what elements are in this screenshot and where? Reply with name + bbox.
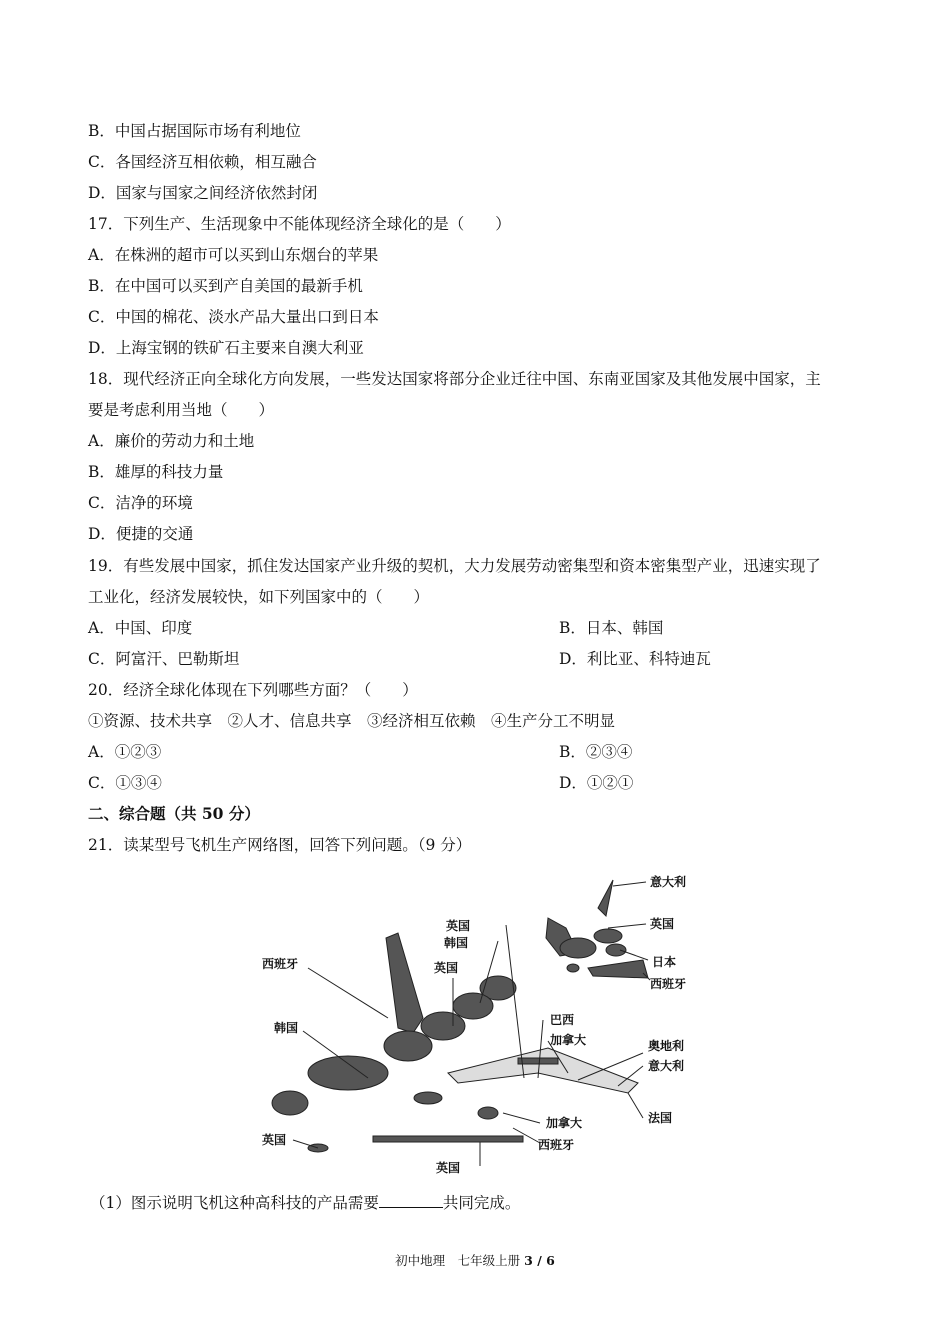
q16-option-c: C．各国经济互相依赖，相互融合 (88, 153, 317, 171)
leader-france (628, 1093, 643, 1118)
label-canada-top: 加拿大 (550, 1033, 587, 1047)
fuselage-ring-3 (421, 1012, 465, 1040)
q17-option-d: D．上海宝钢的铁矿石主要来自澳大利亚 (88, 339, 364, 357)
leader-canada-bottom (503, 1113, 540, 1123)
q18-option-c: C．洁净的环境 (88, 494, 193, 512)
q19-option-c: C．阿富汗、巴勒斯坦 (88, 650, 240, 668)
label-uk-mid: 英国 (434, 961, 459, 975)
airplane-production-diagram (248, 868, 708, 1184)
q21-sub1 (90, 1193, 520, 1213)
q16-option-b: B．中国占据国际市场有利地位 (88, 122, 301, 140)
q19-option-d: D．利比亚、科特迪瓦 (559, 650, 711, 668)
page-number: 3 / 6 (524, 1253, 555, 1268)
q17-option-a: A．在株洲的超市可以买到山东烟台的苹果 (88, 246, 379, 264)
label-uk-bottom: 英国 (436, 1161, 461, 1175)
nose-section (308, 1056, 388, 1090)
leader-lines (293, 882, 650, 1166)
label-brazil: 巴西 (550, 1013, 575, 1027)
q20-items: ①资源、技术共享 ②人才、信息共享 ③经济相互依赖 ④生产分工不明显 (88, 712, 616, 730)
q18-option-b: B．雄厚的科技力量 (88, 463, 224, 481)
q19-stem-line2: 工业化，经济发展较快，如下列国家中的（ ） (88, 588, 430, 606)
q18-option-a: A．廉价的劳动力和土地 (88, 432, 255, 450)
label-korea-left: 韩国 (274, 1021, 299, 1035)
label-uk-right: 英国 (650, 917, 675, 931)
label-spain-bottom: 西班牙 (538, 1138, 575, 1152)
label-spain-right: 西班牙 (650, 977, 687, 991)
q17-stem: 17．下列生产、生活现象中不能体现经济全球化的是（ ） (88, 215, 511, 233)
q19-stem-line1: 19．有些发展中国家，抓住发达国家产业升级的契机，大力发展劳动密集型和资本密集型产业，迅速实现了 (88, 557, 821, 575)
q20-option-c: C．①③④ (88, 774, 162, 792)
belly-fairing (373, 1136, 523, 1142)
engine-pylon (414, 1092, 442, 1104)
label-uk-top: 英国 (446, 919, 471, 933)
small-part (567, 964, 579, 972)
footer-text: 初中地理 七年级上册 (395, 1253, 521, 1268)
section-heading: 二、综合题（共 50 分） (88, 804, 260, 823)
leader-italy-top (613, 882, 646, 886)
cockpit (272, 1091, 308, 1115)
label-austria: 奥地利 (648, 1039, 685, 1053)
q20-option-b: B．②③④ (559, 743, 633, 761)
tail-part-japan (606, 944, 626, 956)
q18-option-d: D．便捷的交通 (88, 525, 194, 543)
label-italy-top: 意大利 (650, 875, 687, 889)
label-canada-bottom: 加拿大 (546, 1116, 583, 1130)
wing-flap (518, 1058, 558, 1064)
leader-japan (620, 950, 648, 960)
q19-option-a: A．中国、印度 (88, 619, 193, 637)
horizontal-stabilizer (594, 929, 622, 943)
q18-stem-line2: 要是考虑利用当地（ ） (88, 401, 275, 419)
page-footer (0, 1251, 950, 1269)
q17-option-c: C．中国的棉花、淡水产品大量出口到日本 (88, 308, 379, 326)
label-korea-top: 韩国 (444, 936, 469, 950)
fuselage-ring-2 (453, 993, 493, 1019)
label-italy-mid: 意大利 (648, 1059, 685, 1073)
leader-spain-left (308, 968, 388, 1018)
leader-uk-top (506, 925, 524, 1078)
q18-stem-line1: 18．现代经济正向全球化方向发展，一些发达国家将部分企业迁往中国、东南亚国家及其他发展中国家，主 (88, 370, 821, 388)
left-wing (386, 933, 423, 1033)
leader-uk-right (608, 924, 646, 928)
tail-part-spain (588, 960, 648, 978)
label-france: 法国 (648, 1111, 673, 1125)
q20-option-d: D．①②① (559, 774, 634, 792)
q20-stem: 20．经济全球化体现在下列哪些方面？（ ） (88, 681, 418, 699)
tail-section (560, 938, 596, 958)
tail-fin-top (598, 880, 613, 916)
q20-option-a: A．①②③ (88, 743, 162, 761)
q21-sub1-text-after: 共同完成。 (442, 1194, 521, 1212)
label-japan: 日本 (652, 955, 677, 969)
label-spain-left: 西班牙 (262, 957, 299, 971)
q19-option-b: B．日本、韩国 (559, 619, 664, 637)
q17-option-b: B．在中国可以买到产自美国的最新手机 (88, 277, 363, 295)
landing-gear (478, 1107, 498, 1119)
answer-blank[interactable] (379, 1193, 443, 1208)
q21-stem: 21．读某型号飞机生产网络图，回答下列问题。（9 分） (88, 836, 472, 854)
q21-sub1-text-before: （1）图示说明飞机这种高科技的产品需要 (90, 1194, 379, 1212)
q16-option-d: D．国家与国家之间经济依然封闭 (88, 184, 318, 202)
label-uk-left: 英国 (262, 1133, 287, 1147)
fuselage-ring-4 (384, 1031, 432, 1061)
right-wing (448, 1048, 638, 1093)
